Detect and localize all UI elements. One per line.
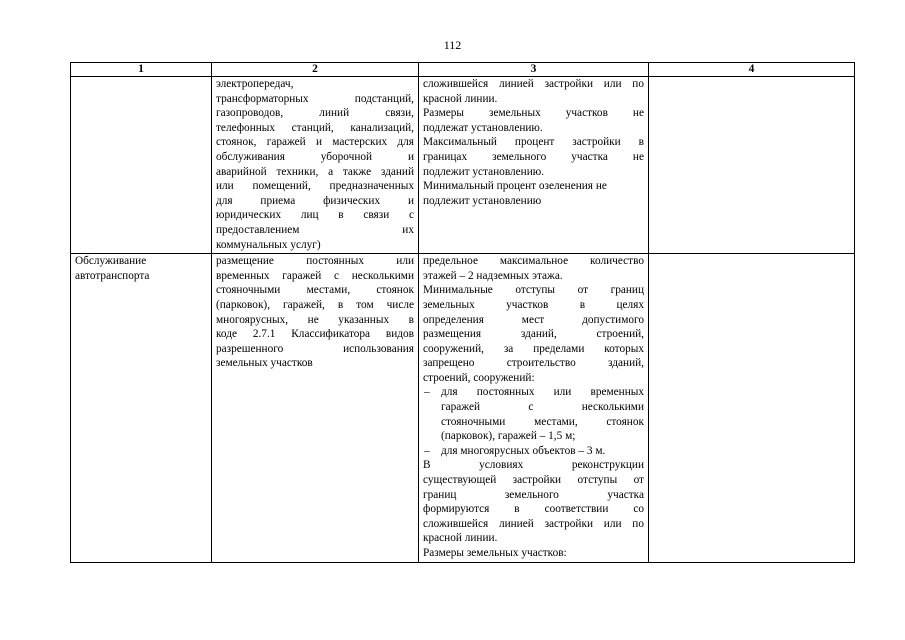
row2-col3 <box>419 254 649 562</box>
text-line: (парковок), гаражей, в том числе <box>216 298 414 311</box>
text-line: стоянок, гаражей и мастерских для <box>216 136 414 149</box>
text-line: для многоярусных объектов – 3 м. <box>441 444 606 457</box>
text-line: предоставлением их <box>216 223 414 236</box>
page-number: 112 <box>443 38 462 52</box>
row1-col4 <box>649 77 855 254</box>
text-line: стояночными местами, стоянок <box>216 284 414 297</box>
text-line: сложившейся линией застройки или по <box>423 78 644 90</box>
text-line: сооружений, за пределами которых <box>423 342 644 355</box>
text-line: красной линии. <box>423 92 498 105</box>
use-name-line: Обслуживание <box>75 255 147 268</box>
table-row <box>71 77 855 254</box>
text-line: Максимальный процент застройки в <box>423 136 644 149</box>
table-row <box>71 254 855 562</box>
text-line: многоярусных, не указанных в <box>216 313 414 326</box>
text-line: земельных участков <box>216 357 313 370</box>
text-line: формируются в соответствии со <box>423 503 644 516</box>
text-line: строений, сооружений: <box>423 371 535 384</box>
text-line: аварийной техники, а также зданий <box>216 165 414 178</box>
text-line: Минимальный процент озеленения не <box>423 180 607 193</box>
text-line: временных гаражей с несколькими <box>216 269 414 282</box>
text-line: Размеры земельных участков: <box>423 547 567 559</box>
header-row <box>71 63 855 77</box>
text-line: Минимальные отступы от границ <box>423 284 644 297</box>
text-line: гаражей с несколькими <box>441 401 644 414</box>
text-line: Размеры земельных участков не <box>423 107 644 120</box>
regulations-table <box>70 62 855 563</box>
text-line: предельное максимальное количество <box>423 255 644 268</box>
text-line: электропередач, <box>216 78 294 90</box>
row2-col2 <box>212 254 419 562</box>
text-line: определения мест допустимого <box>423 313 644 326</box>
row1-col2 <box>212 77 419 254</box>
dash-bullet: – <box>424 386 430 399</box>
text-line: сложившейся линией застройки или по <box>423 517 644 530</box>
text-line: подлежит установлению. <box>423 165 545 178</box>
text-line: коммунальных услуг) <box>216 238 321 251</box>
text-line: существующей застройки отступы от <box>423 474 644 487</box>
column-header-4: 4 <box>649 63 855 77</box>
text-line: В условиях реконструкции <box>423 459 644 472</box>
text-line: трансформаторных подстанций, <box>216 92 414 105</box>
row2-col1 <box>71 254 212 562</box>
text-line: телефонных станций, канализаций, <box>216 121 414 134</box>
text-line: для постоянных или временных <box>441 386 644 399</box>
text-line: подлежат установлению. <box>423 121 543 134</box>
text-line: для приема физических и <box>216 194 414 207</box>
text-line: размещение постоянных или <box>216 255 414 268</box>
column-header-2: 2 <box>212 63 419 77</box>
text-line: границах земельного участка не <box>423 150 644 163</box>
text-line: подлежит установлению <box>423 194 542 207</box>
column-header-1: 1 <box>71 63 212 77</box>
text-line: обслуживания уборочной и <box>216 150 414 163</box>
row1-col1 <box>71 77 212 254</box>
text-line: стояночными местами, стоянок <box>441 415 644 428</box>
text-line: этажей – 2 надземных этажа. <box>423 269 563 282</box>
text-line: или помещений, предназначенных <box>216 180 414 193</box>
use-name-line: автотранспорта <box>75 269 150 282</box>
text-line: границ земельного участка <box>423 488 644 501</box>
dash-list-item <box>423 444 644 459</box>
text-line: размещения зданий, строений, <box>423 328 644 341</box>
row1-col3 <box>419 77 649 254</box>
text-line: (парковок), гаражей – 1,5 м; <box>441 430 576 443</box>
text-line: газопроводов, линий связи, <box>216 107 414 120</box>
text-line: красной линии. <box>423 532 498 545</box>
text-line: запрещено строительство зданий, <box>423 357 644 370</box>
text-line: юридических лиц в связи с <box>216 209 414 222</box>
text-line: разрешенного использования <box>216 342 414 355</box>
column-header-3: 3 <box>419 63 649 77</box>
dash-list-item <box>423 385 644 443</box>
text-line: коде 2.7.1 Классификатора видов <box>216 328 414 341</box>
text-line: земельных участков в целях <box>423 298 644 311</box>
dash-bullet: – <box>424 444 430 457</box>
row2-col4 <box>649 254 855 562</box>
